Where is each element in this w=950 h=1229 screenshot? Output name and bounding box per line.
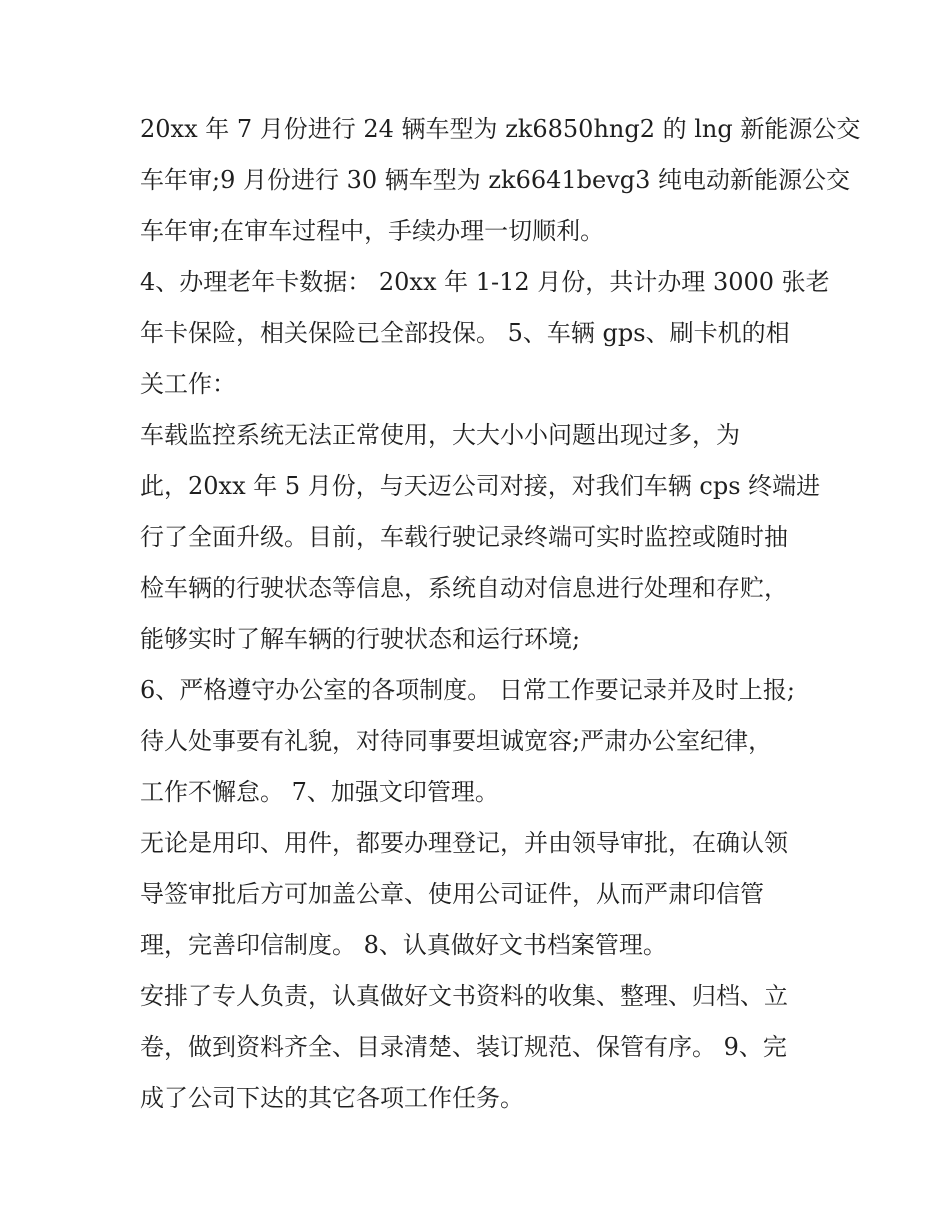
text-line: 车年审;在审车过程中，手续办理一切顺利。 (140, 217, 605, 245)
text-line: 4、办理老年卡数据： 20xx 年 1-12 月份，共计办理 3000 张老 (140, 268, 830, 296)
text-line: 工作不懈怠。 7、加强文印管理。 (140, 778, 499, 806)
text-line: 卷，做到资料齐全、目录清楚、装订规范、保管有序。 9、完 (140, 1033, 787, 1061)
text-line: 20xx 年 7 月份进行 24 辆车型为 zk6850hng2 的 lng 新能源公交 (140, 115, 861, 143)
text-line: 年卡保险，相关保险已全部投保。 5、车辆 gps、刷卡机的相 (140, 319, 790, 347)
document-body (140, 104, 861, 1124)
text-line: 车载监控系统无法正常使用，大大小小问题出现过多，为 (140, 421, 740, 449)
text-line: 能够实时了解车辆的行驶状态和运行环境; (140, 625, 581, 653)
text-line: 行了全面升级。目前，车载行驶记录终端可实时监控或随时抽 (140, 523, 788, 551)
text-line: 检车辆的行驶状态等信息，系统自动对信息进行处理和存贮， (140, 574, 788, 602)
text-line: 关工作： (140, 370, 236, 398)
text-line: 无论是用印、用件，都要办理登记，并由领导审批，在确认领 (140, 829, 788, 857)
text-line: 待人处事要有礼貌，对待同事要坦诚宽容;严肃办公室纪律， (140, 727, 773, 755)
text-line: 安排了专人负责，认真做好文书资料的收集、整理、归档、立 (140, 982, 788, 1010)
text-line: 此，20xx 年 5 月份，与天迈公司对接，对我们车辆 cps 终端进 (140, 472, 821, 500)
text-line: 6、严格遵守办公室的各项制度。 日常工作要记录并及时上报; (140, 676, 795, 704)
text-line: 成了公司下达的其它各项工作任务。 (140, 1084, 524, 1112)
text-line: 导签审批后方可加盖公章、使用公司证件，从而严肃印信管 (140, 880, 764, 908)
text-line: 车年审;9 月份进行 30 辆车型为 zk6641bevg3 纯电动新能源公交 (140, 166, 851, 194)
text-line: 理，完善印信制度。 8、认真做好文书档案管理。 (140, 931, 667, 959)
